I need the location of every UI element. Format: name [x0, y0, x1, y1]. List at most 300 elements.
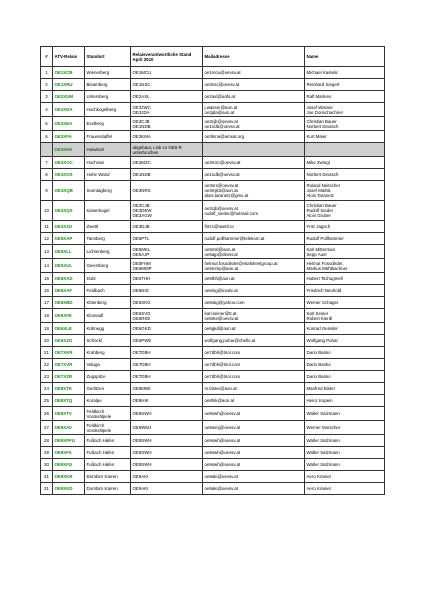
cell-standort-line: Hochkogelberg [86, 107, 117, 112]
table-row [41, 233, 385, 245]
cell-mail [203, 421, 305, 435]
cell-nr: 3 [41, 91, 53, 103]
cell-verantwortliche [131, 421, 203, 435]
cell-name [305, 273, 385, 285]
cell-nr: 10 [41, 201, 53, 221]
cell-standort [85, 383, 131, 395]
cell-nr: 8 [41, 169, 53, 181]
cell-standort-line: Koralpe [86, 398, 102, 403]
table-row [41, 421, 385, 435]
cell-name [305, 233, 385, 245]
cell-standort-line: Valuga [86, 362, 100, 367]
cell-mail-line[interactable]: karl.seiner@tt.at [204, 310, 237, 316]
cell-nr: 24 [41, 383, 53, 395]
cell-mail-line[interactable]: oe9swh@oevsv.at [204, 462, 241, 467]
cell-verantwortliche-line: OE2AXL [132, 94, 150, 99]
cell-name-line: Alois Gruber [306, 213, 331, 218]
cell-verantwortliche [131, 323, 203, 335]
cell-name-line: Josef Wasser [306, 104, 333, 110]
cell-standort [85, 347, 131, 359]
cell-name-line: Rudolf Pollhammer [306, 236, 344, 241]
cell-standort-line: Exelberg [86, 121, 104, 126]
cell-mail [203, 371, 305, 383]
cell-relais: OE3XOC [53, 157, 85, 169]
cell-name [305, 157, 385, 169]
cell-standort-line: Dornbirn Karren [86, 486, 118, 491]
cell-name-line: Werner Morscher [306, 425, 341, 430]
cell-mail-line[interactable]: oe6rke@oevsv.at [204, 315, 239, 321]
cell-relais: OE5XUL [53, 259, 85, 273]
cell-standort [85, 435, 131, 447]
cell-mail [203, 297, 305, 309]
cell-name-line: Walter Salzmann [306, 450, 340, 455]
cell-verantwortliche-line: OE5MKL [132, 246, 151, 252]
cell-mail [203, 221, 305, 233]
header-name: Name [305, 47, 385, 67]
table-row [41, 471, 385, 483]
cell-mail [203, 395, 305, 407]
cell-mail [203, 273, 305, 285]
cell-name-line: Konrad Geissler [306, 326, 338, 331]
cell-name-line: Roland Neitscher [306, 183, 341, 188]
cell-mail-line[interactable]: rudolf.pollhammer@telekom.at [204, 236, 265, 241]
cell-nr [41, 143, 53, 157]
table-row [41, 407, 385, 421]
cell-relais: OE3XOS [53, 169, 85, 181]
cell-verantwortliche-line: OE6SVG [132, 310, 151, 316]
cell-mail-line[interactable]: oe5ajp@direkt.at [204, 251, 238, 257]
cell-verantwortliche [131, 245, 203, 259]
cell-name-line: Walter Salzmann [306, 438, 340, 443]
cell-name-line: Rudolf Sieder [306, 208, 334, 213]
cell-relais: OE9XKD [53, 483, 85, 495]
cell-verantwortliche [131, 471, 203, 483]
cell-mail-line[interactable]: m.bister@aon.at [204, 386, 237, 391]
cell-verantwortliche [131, 447, 203, 459]
cell-relais: OE3XDA [53, 103, 85, 117]
cell-nr: 23 [41, 371, 53, 383]
cell-mail [203, 383, 305, 395]
cell-nr: 5 [41, 117, 53, 131]
cell-mail [203, 347, 305, 359]
cell-mail-line[interactable]: oe9swh@oevsv.at [204, 450, 241, 455]
cell-verantwortliche [131, 407, 203, 421]
cell-standort-line: Hutwisch [86, 147, 105, 152]
cell-nr: 25 [41, 395, 53, 407]
header-verantwortliche: Relaisverantwortliche Stand April 2010 [131, 47, 203, 67]
cell-mail-line[interactable]: oe7dbh@tirol.com [204, 350, 241, 355]
cell-standort-line: Kaiserkogel [86, 208, 110, 213]
cell-relais: OE8XTK [53, 383, 85, 395]
table-row [41, 67, 385, 79]
cell-relais: OE9XFU [53, 459, 85, 471]
table-row [41, 259, 385, 273]
cell-mail-line[interactable]: oe5mmp@aon.at [204, 265, 239, 271]
cell-verantwortliche-line: OE3JDA [132, 109, 150, 115]
cell-nr: 31 [41, 483, 53, 495]
cell-standort [85, 169, 131, 181]
cell-standort [85, 335, 131, 347]
cell-standort-line: Vorderälpele [86, 427, 112, 433]
cell-standort [85, 233, 131, 245]
cell-verantwortliche-line: OE3AGW [132, 213, 152, 218]
cell-name [305, 359, 385, 371]
cell-nr: 30 [41, 459, 53, 471]
cell-verantwortliche [131, 435, 203, 447]
cell-verantwortliche-line: OE9AKI [132, 486, 149, 491]
cell-verantwortliche-line: abgebaut, Link zu OE6-R [132, 144, 182, 150]
cell-mail-line[interactable]: oe6gkd@aon.at [204, 326, 236, 331]
cell-nr: 28 [41, 435, 53, 447]
cell-standort [85, 371, 131, 383]
cell-standort [85, 285, 131, 297]
cell-mail-line[interactable]: oe7dbh@tirol.com [204, 374, 241, 379]
cell-relais: OE3XQS [53, 201, 85, 221]
table-row [41, 447, 385, 459]
cell-verantwortliche [131, 131, 203, 143]
cell-standort-line: Bisamberg [86, 82, 108, 87]
cell-relais: OE9XKR [53, 471, 85, 483]
cell-standort [85, 421, 131, 435]
cell-name-line: Friedrich Neuhold [306, 288, 342, 293]
cell-standort [85, 309, 131, 323]
table-row [41, 169, 385, 181]
cell-verantwortliche-line: OE5MMP [132, 265, 152, 271]
cell-name [305, 447, 385, 459]
cell-standort [85, 245, 131, 259]
cell-name-line: Alois Taranetz [306, 193, 334, 198]
cell-name-line: Dario Banko [306, 374, 331, 379]
cell-name-line: Manfred Bister [306, 386, 336, 391]
header-nr: # [41, 47, 53, 67]
cell-standort [85, 103, 131, 117]
cell-standort [85, 143, 131, 157]
cell-mail [203, 483, 305, 495]
cell-nr: 11 [41, 221, 53, 233]
cell-nr: 15 [41, 273, 53, 285]
cell-name-line: Joe Dorischachner [306, 109, 344, 115]
cell-nr: 14 [41, 259, 53, 273]
cell-mail-line[interactable]: oe9wmj@oevsv.at [204, 425, 241, 430]
cell-nr: 26 [41, 407, 53, 421]
cell-mail-line[interactable]: oe3nrs@oevsv.at [204, 183, 239, 188]
cell-mail-line[interactable]: oe9swh@oevsv.at [204, 438, 241, 443]
cell-name [305, 285, 385, 297]
table-row [41, 323, 385, 335]
cell-standort-line: Untersberg [86, 94, 109, 99]
cell-nr: 19 [41, 323, 53, 335]
cell-verantwortliche [131, 483, 203, 495]
cell-verantwortliche-line: OE3CJB [132, 118, 150, 124]
table-row [41, 103, 385, 117]
cell-name-line: Aero Krainer [306, 486, 332, 491]
cell-mail [203, 407, 305, 421]
cell-standort [85, 359, 131, 371]
cell-name [305, 297, 385, 309]
cell-mail-line[interactable]: oe1mcu@oevsv.at [204, 70, 241, 75]
cell-mail [203, 435, 305, 447]
cell-name [305, 103, 385, 117]
cell-verantwortliche [131, 67, 203, 79]
cell-nr: 13 [41, 245, 53, 259]
cell-name [305, 335, 385, 347]
table-row [41, 245, 385, 259]
cell-verantwortliche [131, 371, 203, 383]
cell-mail [203, 201, 305, 221]
cell-nr: 22 [41, 359, 53, 371]
cell-name [305, 347, 385, 359]
cell-standort-line: Kittenberg [86, 300, 107, 305]
table-row [41, 395, 385, 407]
cell-standort [85, 201, 131, 221]
cell-standort-line: Zwettl [86, 224, 99, 229]
cell-mail-line[interactable]: oe6nig@inode.at [204, 288, 238, 293]
cell-nr: 27 [41, 421, 53, 435]
cell-verantwortliche-line: OE3DEW [132, 208, 152, 213]
cell-verantwortliche-line: OE7DBH [132, 374, 151, 379]
cell-nr: 18 [41, 309, 53, 323]
cell-verantwortliche [131, 169, 203, 181]
cell-verantwortliche-line: OE1NDB [132, 172, 151, 177]
cell-mail [203, 79, 305, 91]
cell-nr: 21 [41, 347, 53, 359]
cell-mail-line[interactable]: oe9aki@oevsv.at [204, 486, 238, 491]
cell-relais: OE3XQB [53, 181, 85, 201]
cell-verantwortliche [131, 459, 203, 471]
cell-name-line: Robert Kierdl [306, 315, 333, 321]
cell-mail-line[interactable]: oe2axl@uafs.at [204, 94, 236, 99]
cell-verantwortliche [131, 201, 203, 221]
cell-mail-line[interactable]: oe3nsc@oevsv.at [204, 82, 240, 87]
table-row [41, 383, 385, 395]
cell-standort-line: Sonntagberg [86, 188, 112, 193]
cell-standort-line: Vorderälpele [86, 413, 112, 419]
cell-standort-line: Tannberg [86, 236, 105, 241]
table-row [41, 131, 385, 143]
cell-nr: 6 [41, 131, 53, 143]
cell-name-line: Karl Mittermair [306, 246, 336, 252]
cell-standort [85, 157, 131, 169]
cell-mail-line[interactable]: alois.taranetz@gmx.at [204, 193, 249, 198]
cell-nr: 4 [41, 103, 53, 117]
cell-relais: OE6XAF [53, 285, 85, 297]
cell-name-line: Christian Bauer [306, 203, 337, 208]
cell-name-line: Norbert Deutsch [306, 172, 339, 177]
cell-name-line: Dario Banko [306, 362, 331, 367]
cell-verantwortliche-line: OE3KMA [132, 134, 151, 139]
cell-name-line: Josef Mathä [306, 188, 331, 193]
cell-name [305, 323, 385, 335]
cell-mail-line[interactable]: oe7dbh@tirol.com [204, 362, 241, 367]
table-row [41, 297, 385, 309]
relais-table [40, 46, 385, 495]
cell-mail-line[interactable]: oe3mjk3@aon.at [204, 188, 238, 193]
table-row [41, 483, 385, 495]
cell-mail [203, 131, 305, 143]
cell-mail-line[interactable]: oe9swh@oevsv.at [204, 411, 241, 416]
cell-mail-line[interactable]: fritz1@twettl.cc [204, 224, 235, 229]
cell-relais: OE7XVR [53, 359, 85, 371]
cell-mail-line[interactable]: rudolf_sieder@hotmail.com [204, 210, 259, 216]
cell-name [305, 471, 385, 483]
cell-verantwortliche [131, 335, 203, 347]
cell-standort-line: Hohe Wand [86, 172, 110, 177]
cell-standort [85, 407, 131, 421]
cell-name [305, 67, 385, 79]
cell-name [305, 131, 385, 143]
cell-standort-line: Fußach Hafen [86, 462, 115, 467]
cell-name-line: Dario Banko [306, 350, 331, 355]
cell-verantwortliche-line: OE9SWH [132, 450, 152, 455]
cell-relais: OE9XPFU [53, 435, 85, 447]
header-relais: ATV-Relais [53, 47, 85, 67]
cell-nr: 7 [41, 157, 53, 169]
cell-relais: OE7XKR [53, 347, 85, 359]
cell-name [305, 371, 385, 383]
cell-nr: 31 [41, 471, 53, 483]
cell-verantwortliche [131, 297, 203, 309]
cell-standort [85, 131, 131, 143]
cell-name [305, 245, 385, 259]
cell-mail-line[interactable]: oe9aki@oevsv.at [204, 474, 238, 479]
cell-mail-line[interactable]: oe3cjb@oevsv.at [204, 205, 238, 211]
cell-mail-line[interactable]: oe1ndb@oevsv.at [204, 123, 240, 129]
table-row [41, 459, 385, 471]
cell-standort-line: Dobl [86, 276, 96, 281]
cell-nr: 16 [41, 285, 53, 297]
cell-mail-line[interactable]: wolfgang.puhar@chello.at [204, 338, 256, 343]
table-row [41, 79, 385, 91]
cell-relais: OE6XAD [53, 273, 85, 285]
cell-name-line: Markus Mühlbachner [306, 265, 348, 271]
cell-name-line: Fritz Jagsch [306, 224, 331, 229]
table-row [41, 143, 385, 157]
cell-relais: OE1XCB [53, 67, 85, 79]
cell-name-line: Mike Zwingl [306, 160, 330, 165]
cell-mail [203, 91, 305, 103]
cell-mail [203, 259, 305, 273]
cell-mail-line[interactable]: oe6skg@yahoo.com [204, 300, 245, 305]
cell-standort-line: Krahberg [86, 350, 105, 355]
table-row [41, 273, 385, 285]
table-row [41, 309, 385, 323]
cell-standort [85, 221, 131, 233]
cell-mail-line[interactable]: helmut.fosodeder@vitalsheetgroup.at [204, 260, 278, 266]
cell-nr: 17 [41, 297, 53, 309]
cell-standort [85, 459, 131, 471]
cell-name-line: Walter Salzmann [306, 411, 340, 416]
cell-mail-line[interactable]: oe3mzc@oevsv.at [204, 160, 241, 165]
cell-relais: OE3XZU [53, 221, 85, 233]
cell-verantwortliche [131, 117, 203, 131]
cell-verantwortliche-line: OE6RKE [132, 315, 151, 321]
cell-name-line: Helmut Fosodeder, [306, 260, 344, 266]
document-page [40, 46, 384, 495]
cell-name [305, 181, 385, 201]
cell-standort-line: Gerlitzen [86, 386, 105, 391]
cell-relais: OE5XLL [53, 245, 85, 259]
cell-nr: 2 [41, 79, 53, 91]
cell-verantwortliche-line: OE7DBH [132, 350, 151, 355]
cell-standort-line: Zugspitze [86, 374, 106, 379]
cell-standort [85, 297, 131, 309]
table-header-row [41, 47, 385, 67]
cell-name [305, 459, 385, 471]
cell-verantwortliche [131, 233, 203, 245]
cell-mail-line[interactable]: oe5mkl@aon.at [204, 246, 236, 252]
cell-verantwortliche [131, 181, 203, 201]
cell-mail [203, 447, 305, 459]
cell-verantwortliche-line: OE9AKI [132, 474, 149, 479]
cell-verantwortliche [131, 79, 203, 91]
cell-standort-line: Kühnegg [86, 326, 105, 331]
cell-mail-line[interactable]: oe3jda@aon.at [204, 109, 235, 115]
cell-verantwortliche-line: OE9SWH [132, 462, 152, 467]
cell-name [305, 117, 385, 131]
table-body [41, 67, 385, 495]
cell-name-line: Aero Krainer [306, 474, 332, 479]
cell-mail [203, 359, 305, 371]
cell-verantwortliche-line: OE6PWE [132, 338, 152, 343]
cell-standort [85, 117, 131, 131]
cell-verantwortliche-line: unterbrochen [132, 149, 159, 155]
cell-standort-line: Klosvadl [86, 313, 104, 318]
cell-relais: OE7XZR [53, 371, 85, 383]
table-row [41, 181, 385, 201]
cell-mail-line[interactable]: oe6thh@aon.at [204, 276, 235, 281]
cell-relais: OE3XEA [53, 117, 85, 131]
cell-relais: OE6XLE [53, 323, 85, 335]
table-row [41, 117, 385, 131]
cell-nr: 9 [41, 181, 53, 201]
cell-standort-line: Fußach Hafen [86, 438, 115, 443]
header-mailadresse: Mailadresse [203, 47, 305, 67]
cell-mail-line[interactable]: j.wasser@aon.at [204, 104, 238, 110]
cell-mail-line[interactable]: oe8hik@aon.at [204, 398, 235, 403]
cell-name-line: Walter Salzmann [306, 462, 340, 467]
cell-mail-line[interactable]: oe1ndb@oevsv.at [204, 172, 240, 177]
cell-relais: OE6XFE [53, 309, 85, 323]
cell-name [305, 169, 385, 181]
cell-relais: OE9XFA [53, 447, 85, 459]
cell-mail-line[interactable]: oe3cjb@oevsv.at [204, 118, 238, 124]
cell-standort-line: Schöckl [86, 338, 102, 343]
cell-standort-line: Hochrain [86, 160, 105, 165]
cell-verantwortliche [131, 395, 203, 407]
cell-name-line: Hubert Tschugmell [306, 276, 343, 281]
table-row [41, 359, 385, 371]
cell-mail [203, 335, 305, 347]
cell-standort [85, 483, 131, 495]
cell-verantwortliche-line: OE3NRS [132, 188, 151, 193]
cell-verantwortliche-line: OE8HIK [132, 398, 149, 403]
cell-name [305, 395, 385, 407]
table-row [41, 335, 385, 347]
cell-name [305, 201, 385, 221]
cell-mail-line[interactable]: oe3kma@amsat.org [204, 134, 245, 139]
cell-relais: OE9XTV [53, 407, 85, 421]
cell-nr: 29 [41, 447, 53, 459]
cell-verantwortliche-line: OE6GKD [132, 326, 151, 331]
cell-verantwortliche-line: OE3JWC [132, 104, 151, 110]
cell-standort-line: Wienerberg [86, 70, 110, 75]
cell-verantwortliche-line: OE9SWH [132, 438, 152, 443]
cell-standort-line: Frauenstaffel [86, 134, 113, 139]
cell-standort [85, 471, 131, 483]
cell-verantwortliche [131, 157, 203, 169]
cell-standort [85, 67, 131, 79]
cell-relais: OE6XZG [53, 335, 85, 347]
